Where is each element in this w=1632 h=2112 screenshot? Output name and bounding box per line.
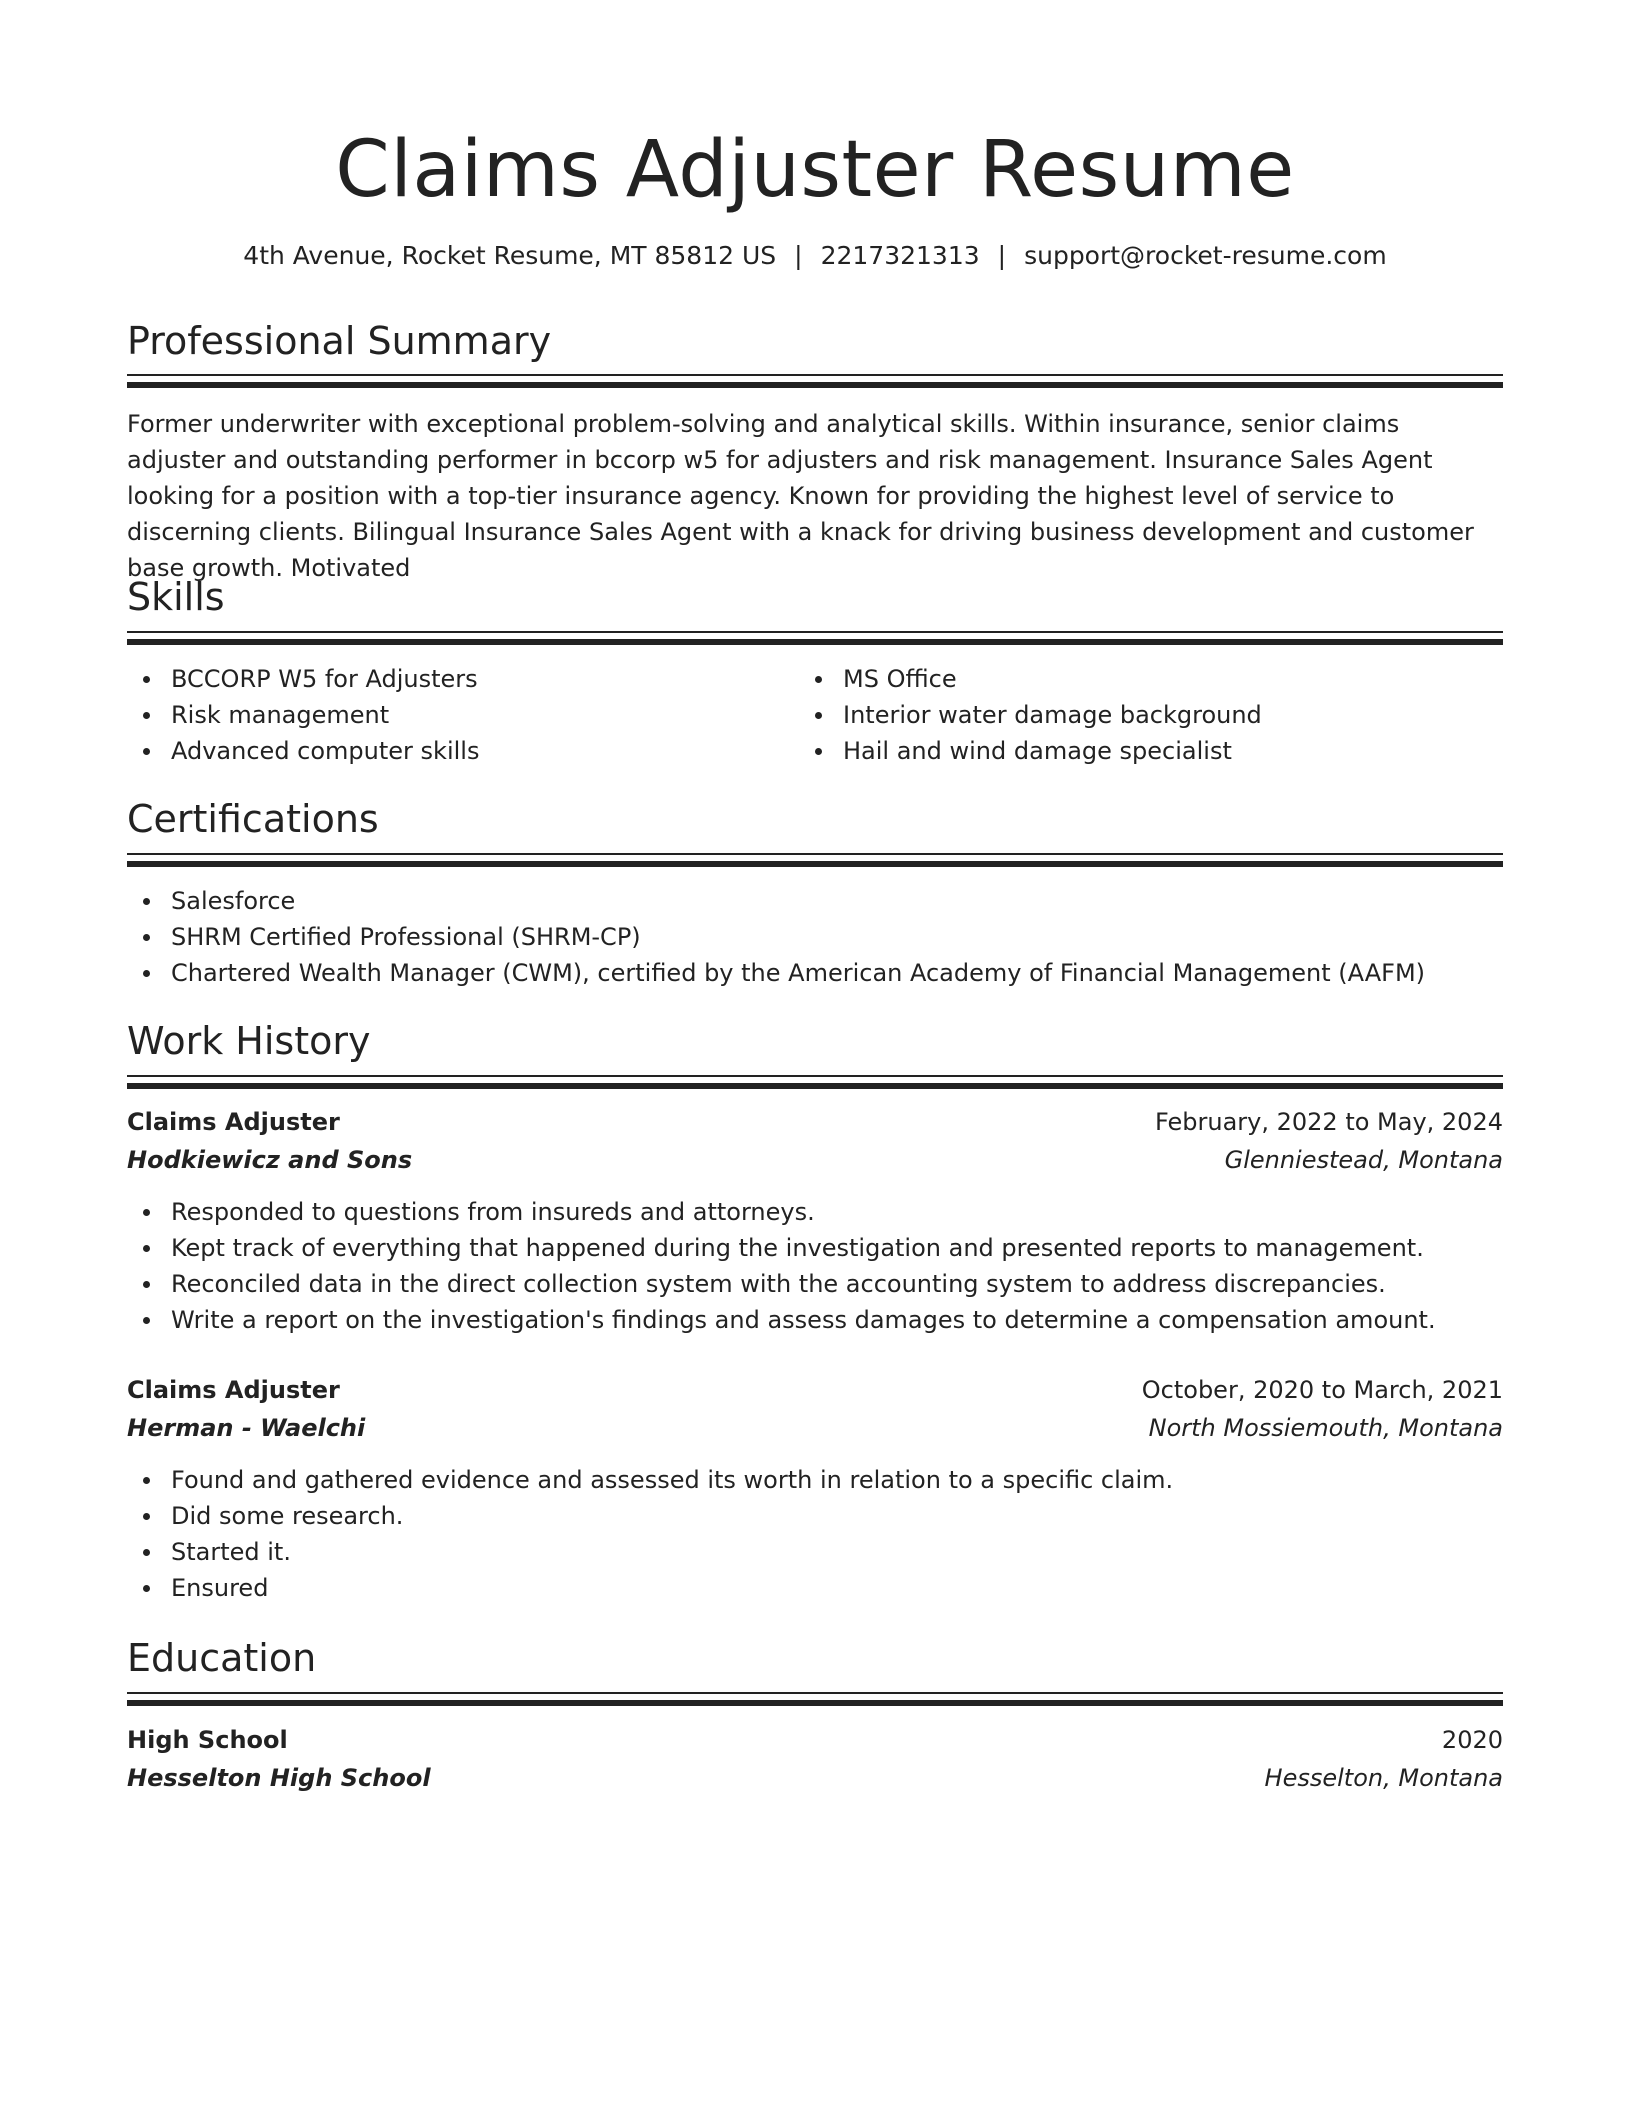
responsibility-item: Found and gathered evidence and assessed its worth in relation to a specific claim. [127, 1462, 1173, 1498]
job-responsibilities [127, 1462, 1173, 1606]
certification-item: SHRM Certified Professional (SHRM-CP) [127, 919, 1425, 955]
responsibility-item: Responded to questions from insureds and attorneys. [127, 1194, 1436, 1230]
contact-phone: 2217321313 [820, 241, 980, 270]
skills-list-left [127, 661, 479, 769]
responsibility-item: Kept track of everything that happened during the investigation and presented reports to management. [127, 1230, 1436, 1266]
job-title: Claims Adjuster [127, 1108, 340, 1136]
job-subheader [127, 1142, 1503, 1178]
section-divider [127, 853, 1503, 867]
contact-address: 4th Avenue, Rocket Resume, MT 85812 US [243, 241, 777, 270]
skill-item: Risk management [127, 697, 479, 733]
skill-item: BCCORP W5 for Adjusters [127, 661, 479, 697]
responsibility-item: Did some research. [127, 1498, 1173, 1534]
job-dates: October, 2020 to March, 2021 [1141, 1376, 1503, 1404]
job-company: Hodkiewicz and Sons [127, 1146, 413, 1174]
education-year: 2020 [1441, 1726, 1503, 1754]
responsibility-item: Reconciled data in the direct collection system with the accounting system to address discrepancies. [127, 1266, 1436, 1302]
job-header [127, 1104, 1503, 1140]
skill-item: MS Office [799, 661, 1262, 697]
education-degree: High School [127, 1726, 288, 1754]
contact-email: support@rocket-resume.com [1024, 241, 1387, 270]
education-school: Hesselton High School [127, 1764, 431, 1792]
section-heading-work-history: Work History [127, 1019, 371, 1063]
job-location: North Mossiemouth, Montana [1148, 1414, 1503, 1442]
certifications-list [127, 883, 1425, 991]
skill-item: Advanced computer skills [127, 733, 479, 769]
responsibility-item: Started it. [127, 1534, 1173, 1570]
summary-text: Former underwriter with exceptional problem-solving and analytical skills. Within insurance, senior claims adjuster and outstanding performer in bccorp w5 for adjusters and risk management. Insurance Sales Agent looking for a position with a top-tier insurance agency. Known for providing the highest level of service to discerning clients. Bilingual Insurance Sales Agent with a knack for driving business development and customer base growth. Motivated [127, 410, 1474, 582]
section-divider [127, 374, 1503, 388]
certification-item: Chartered Wealth Manager (CWM), certified by the American Academy of Financial Management (AAFM) [127, 955, 1425, 991]
contact-separator: | [997, 241, 1007, 270]
section-divider [127, 1692, 1503, 1706]
job-title: Claims Adjuster [127, 1376, 340, 1404]
education-subheader [127, 1760, 1503, 1796]
section-divider [127, 631, 1503, 645]
skill-item: Hail and wind damage specialist [799, 733, 1262, 769]
resume-title: Claims Adjuster Resume [335, 125, 1295, 215]
section-heading-skills: Skills [127, 575, 225, 619]
job-dates: February, 2022 to May, 2024 [1155, 1108, 1503, 1136]
section-heading-certifications: Certifications [127, 797, 379, 841]
section-heading-summary: Professional Summary [127, 319, 552, 363]
contact-separator: | [794, 241, 803, 270]
education-location: Hesselton, Montana [1264, 1764, 1503, 1792]
job-responsibilities [127, 1194, 1436, 1338]
responsibility-item: Write a report on the investigation's findings and assess damages to determine a compensation amount. [127, 1302, 1436, 1338]
section-heading-education: Education [127, 1636, 317, 1680]
skill-item: Interior water damage background [799, 697, 1262, 733]
job-company: Herman - Waelchi [127, 1414, 366, 1442]
contact-line [127, 238, 1503, 274]
responsibility-item: Ensured [127, 1570, 1173, 1606]
skills-list-right [799, 661, 1262, 769]
job-header [127, 1372, 1503, 1408]
job-subheader [127, 1410, 1503, 1446]
job-location: Glenniestead, Montana [1224, 1146, 1503, 1174]
education-header [127, 1722, 1503, 1758]
section-divider [127, 1075, 1503, 1089]
certification-item: Salesforce [127, 883, 1425, 919]
